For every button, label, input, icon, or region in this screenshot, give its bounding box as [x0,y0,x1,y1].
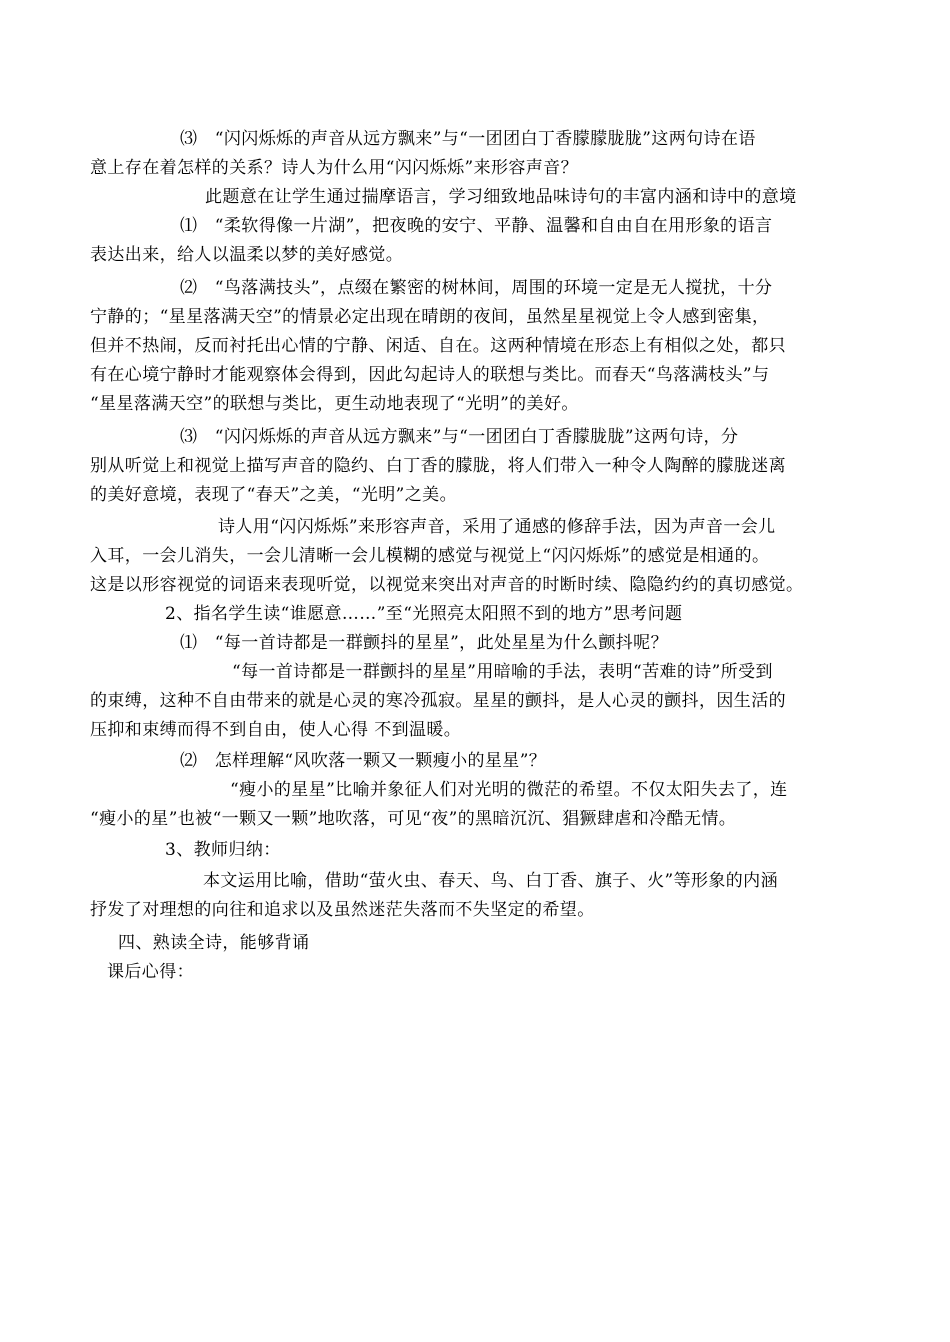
text-line: “瘦小的星星”比喻并象征人们对光明的微茫的希望。不仅太阳失去了，连 [230,780,788,800]
text-line: “瘦小的星”也被“一颗又一颗”地吹落，可见“夜”的黑暗沉沉、猖獗肆虐和冷酷无情。 [90,809,737,829]
text-line: ⑴ “每一首诗都是一群颤抖的星星”，此处星星为什么颤抖呢？ [180,633,668,653]
text-line: 诗人用“闪闪烁烁”来形容声音，采用了通感的修辞手法，因为声音一会儿 [218,517,776,537]
text-line: 3、教师归纳： [165,840,281,860]
text-line: 别从听觉上和视觉上描写声音的隐约、白丁香的朦胧，将人们带入一种令人陶醉的朦胧迷离 [90,456,786,476]
text-line: 课后心得： [107,962,194,982]
text-line: ⑵ 怎样理解“风吹落一颗又一颗瘦小的星星”？ [180,751,547,771]
text-line: ⑴ “柔软得像一片湖”，把夜晚的安宁、平静、温馨和自由自在用形象的语言 [180,216,773,236]
text-line: “星星落满天空”的联想与类比，更生动地表现了“光明”的美好。 [90,394,579,414]
text-line: 此题意在让学生通过揣摩语言，学习细致地品味诗句的丰富内涵和诗中的意境 [205,187,797,207]
text-line: ⑶ “闪闪烁烁的声音从远方飘来”与“一团团白丁香朦胧胧”这两句诗，分 [180,427,739,447]
text-line: ⑶ “闪闪烁烁的声音从远方飘来”与“一团团白丁香朦朦胧胧”这两句诗在语 [180,129,756,149]
text-line: 的美好意境，表现了“春天”之美，“光明”之美。 [90,485,457,505]
text-line: 入耳，一会儿消失，一会儿清晰一会儿模糊的感觉与视觉上“闪闪烁烁”的感觉是相通的。 [90,546,770,566]
text-line: 意上存在着怎样的关系？诗人为什么用“闪闪烁烁”来形容声音？ [90,158,578,178]
text-line: 的束缚，这种不自由带来的就是心灵的寒冷孤寂。星星的颤抖，是人心灵的颤抖，因生活的 [90,691,786,711]
text-line: 四、熟读全诗，能够背诵 [118,933,310,953]
text-line: 抒发了对理想的向往和追求以及虽然迷茫失落而不失坚定的希望。 [90,900,595,920]
text-line: 有在心境宁静时才能观察体会得到，因此勾起诗人的联想与类比。而春天“鸟落满枝头”与 [90,365,770,385]
text-line: 2、指名学生读“谁愿意……”至“光照亮太阳照不到的地方”思考问题 [165,604,683,624]
text-line: 压抑和束缚而得不到自由，使人心得 不到温暖。 [90,720,462,740]
text-line: 但并不热闹，反而衬托出心情的宁静、闲适、自在。这两种情境在形态上有相似之处，都只 [90,336,786,356]
text-line: 宁静的；“星星落满天空”的情景必定出现在晴朗的夜间，虽然星星视觉上令人感到密集， [90,307,770,327]
text-line: 表达出来，给人以温柔以梦的美好感觉。 [90,245,404,265]
text-line: “每一首诗都是一群颤抖的星星”用暗喻的手法，表明“苦难的诗”所受到 [232,662,773,682]
text-line: ⑵ “鸟落满技头”，点缀在繁密的树林间，周围的环境一定是无人搅扰，十分 [180,278,773,298]
text-line: 本文运用比喻，借助“萤火虫、春天、鸟、白丁香、旗子、火”等形象的内涵 [203,871,778,891]
text-line: 这是以形容视觉的词语来表现听觉，以视觉来突出对声音的时断时续、隐隐约约的真切感觉。 [90,575,804,595]
